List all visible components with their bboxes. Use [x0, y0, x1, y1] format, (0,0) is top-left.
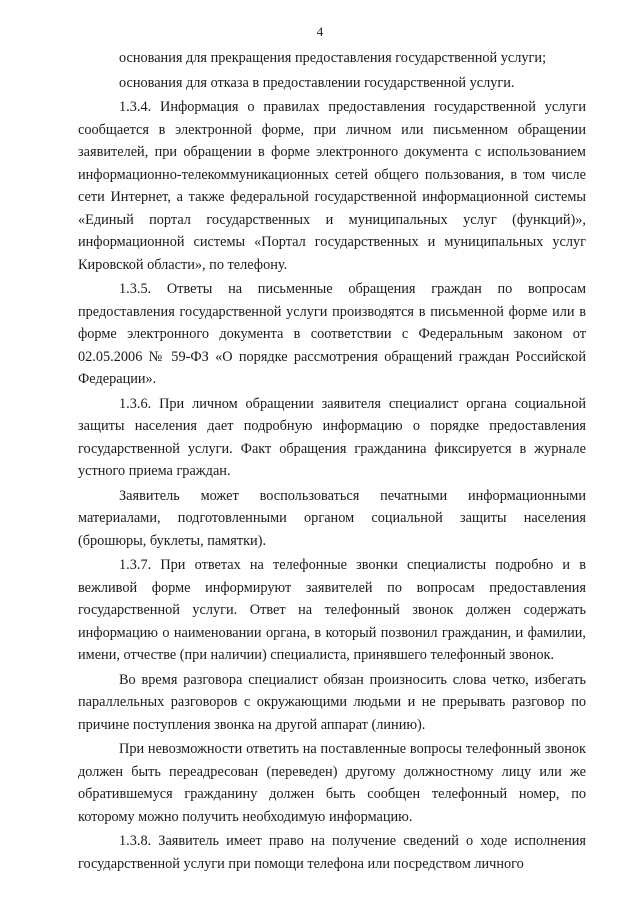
paragraph-grounds-refusal: основания для отказа в предоставлении государственной услуги.	[119, 74, 515, 91]
paragraph-1-3-7: 1.3.7. При ответах на телефонные звонки специалисты подробно и в вежливой форме информируют заявителей по вопросам предоставления государственной услуги. Ответ на телефонный звонок должен содержать информацию о наименовании органа, в который позвонил гражданин, и фамилии, имени, отчестве (при наличии) специалиста, принявшего телефонный звонок.	[78, 557, 586, 663]
paragraph-call-redirect: При невозможности ответить на поставленные вопросы телефонный звонок должен быть переадресован (переведен) другому должностному лицу или же обратившемуся гражданину должен быть сообщен телефонный номер, по которому можно получить необходимую информацию.	[78, 741, 586, 825]
paragraph-1-3-5: 1.3.5. Ответы на письменные обращения граждан по вопросам предоставления государственной услуги производятся в письменной форме или в форме электронного документа в соответствии с Федеральным законом от 02.05.2006 № 59-ФЗ «О порядке рассмотрения обращений граждан Российской Федерации».	[78, 281, 586, 387]
paragraph-1-3-8: 1.3.8. Заявитель имеет право на получение сведений о ходе исполнения государственной услуги при помощи телефона или посредством личного	[78, 833, 586, 872]
paragraph-1-3-4: 1.3.4. Информация о правилах предоставления государственной услуги сообщается в электронной форме, при личном или письменном обращении заявителей, при обращении в форме электронного документа с использованием информационно-телекоммуникационных сетей общего пользования, в том числе сети Интернет, а также федеральной государственной информационной системы «Единый портал государственных и муниципальных услуг (функций)», информационной системы «Портал государственных и муниципальных услуг Кировской области», по телефону.	[78, 99, 586, 273]
page-number: 4	[316, 24, 324, 39]
paragraph-1-3-6: 1.3.6. При личном обращении заявителя специалист органа социальной защиты населения дает подробную информацию о порядке предоставления государственной услуги. Факт обращения гражданина фиксируется в журнале устного приема граждан.	[78, 395, 586, 479]
paragraph-conversation-rules: Во время разговора специалист обязан произносить слова четко, избегать параллельных разговоров с окружающими людьми и не прерывать разговор по причине поступления звонка на другой аппарат (линию).	[78, 671, 586, 733]
paragraph-printed-materials: Заявитель может воспользоваться печатными информационными материалами, подготовленными органом социальной защиты населения (брошюры, буклеты, памятки).	[78, 487, 586, 549]
document-body	[78, 47, 586, 875]
paragraph-grounds-termination: основания для прекращения предоставления государственной услуги;	[119, 50, 547, 66]
